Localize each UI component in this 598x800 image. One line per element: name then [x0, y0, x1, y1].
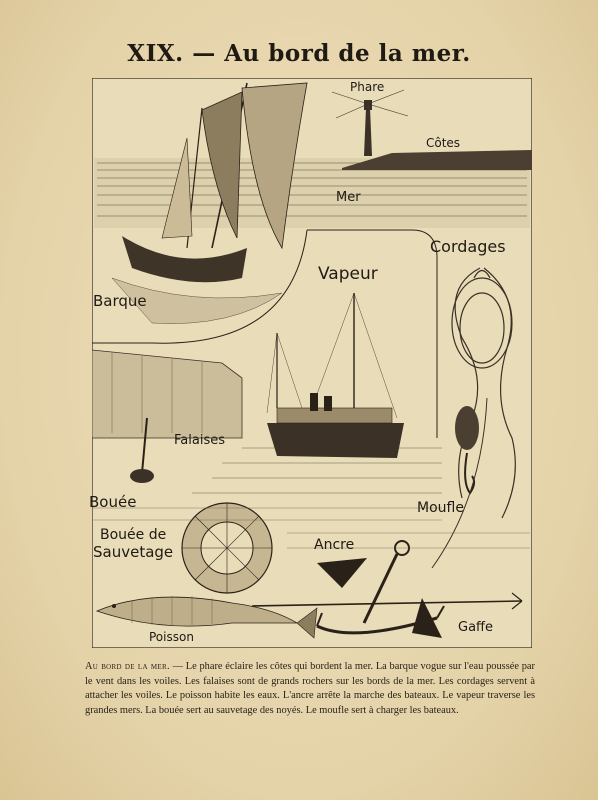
sea-scene-top	[94, 150, 532, 228]
label-ancre: Ancre	[314, 537, 355, 553]
label-vapeur: Vapeur	[318, 264, 378, 284]
label-poisson: Poisson	[149, 630, 194, 644]
caption-heading: Au bord de la mer.	[85, 661, 170, 672]
label-bouee: Bouée	[89, 493, 137, 511]
label-sauvetage: Sauvetage	[93, 543, 174, 561]
label-gaffe: Gaffe	[458, 620, 493, 635]
page-title: XIX. — Au bord de la mer.	[127, 40, 471, 67]
label-bouee-de: Bouée de	[100, 527, 167, 543]
caption-paragraph	[85, 660, 535, 718]
label-mer: Mer	[336, 190, 361, 205]
label-moufle: Moufle	[417, 500, 464, 516]
lifebuoy-drawing	[182, 503, 272, 593]
label-cordages: Cordages	[430, 237, 506, 256]
label-barque: Barque	[93, 292, 147, 310]
label-phare: Phare	[350, 80, 385, 94]
label-cotes: Côtes	[426, 136, 461, 150]
caption-text: — Le phare éclaire les côtes qui bordent la mer. La barque vogue sur l'eau poussée par le vent dans les voiles. Les falaises sont de grands rochers sur les bords de la mer. Les cordages servent à attacher les voiles. Le poisson habite les eaux. L'ancre arrête la marche des bateaux. Le vapeur traverse les grandes mers. La bouée sert au sauvetage des noyés. Le moufle sert à charger les bateaux.	[85, 661, 536, 716]
label-falaises: Falaises	[174, 433, 225, 448]
illustration-plate	[92, 78, 532, 648]
